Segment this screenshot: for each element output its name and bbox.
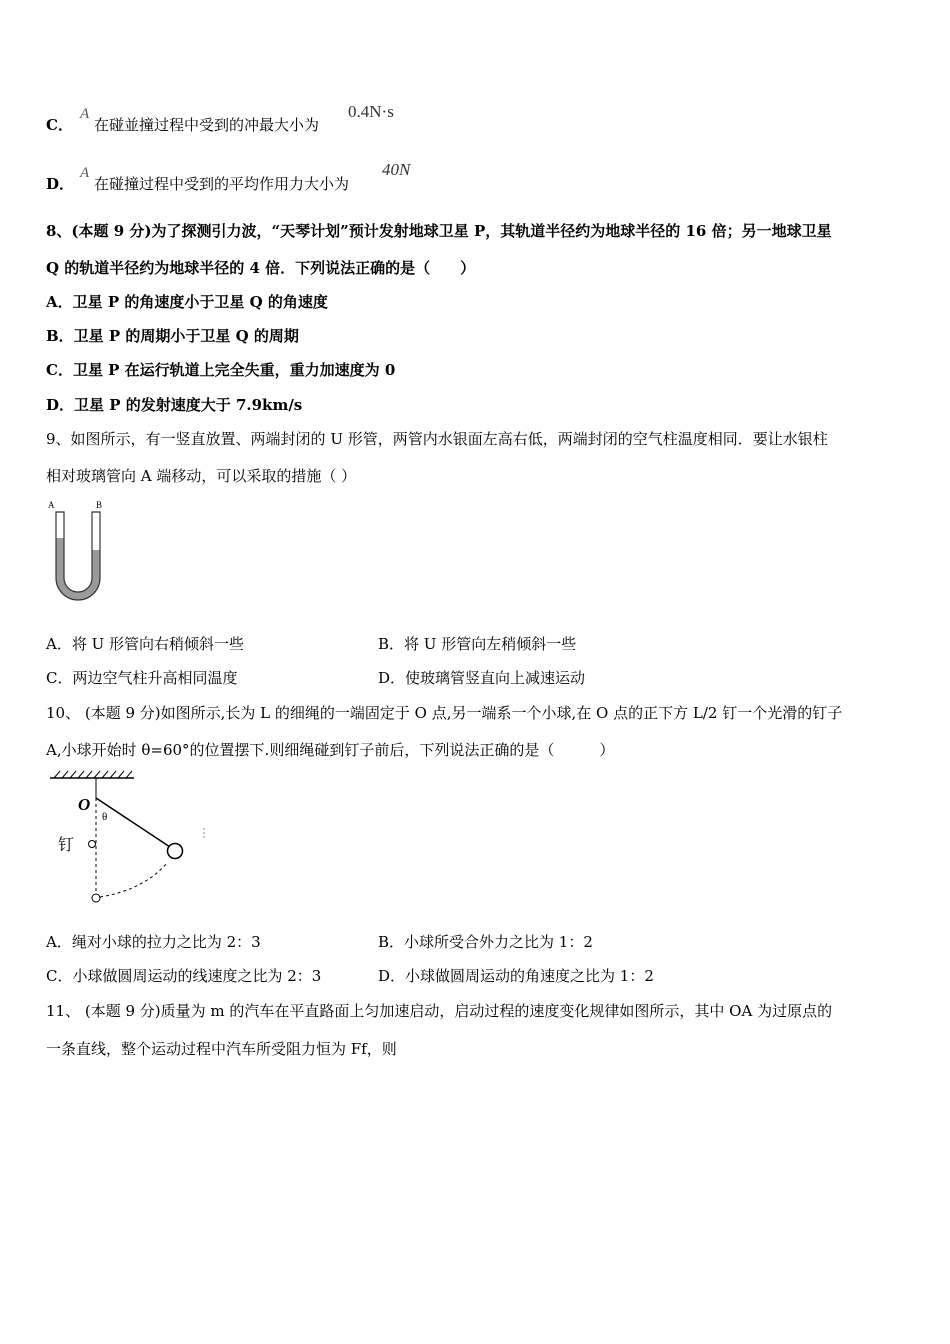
u-tube-label-b: B: [96, 500, 103, 510]
ceiling-hatch: [54, 771, 132, 778]
q9-option-c: C．两边空气柱升高相同温度: [46, 669, 238, 687]
pendulum-ball: [168, 844, 183, 859]
q7-option-d-label: D．: [46, 175, 75, 193]
nail-label: 钉: [58, 835, 75, 854]
pendulum-figure: [44, 768, 214, 908]
q7-option-d-formula: 40N: [382, 160, 411, 179]
q10-option-c: C．小球做圆周运动的线速度之比为 2：3: [46, 967, 322, 985]
q9-option-b: B．将 U 形管向左稍倾斜一些: [378, 635, 577, 653]
angle-label-theta: θ: [102, 811, 108, 823]
q7-option-c-text: 在碰並撞过程中受到的冲最大小为: [94, 116, 320, 134]
nail-circle: [89, 841, 96, 848]
q7-option-c-symbol: A: [80, 106, 90, 122]
u-tube-figure: [44, 498, 114, 608]
q7-option-c: [46, 115, 73, 135]
q10-option-d: D．小球做圆周运动的角速度之比为 1：2: [378, 967, 654, 985]
pivot-label-o: O: [78, 795, 91, 814]
q9-option-d: D．使玻璃管竖直向上减速运动: [378, 669, 586, 687]
q7-option-d-text: 在碰撞过程中受到的平均作用力大小为: [94, 175, 350, 193]
q9-stem-line1: 9、如图所示，有一竖直放置、两端封闭的 U 形管，两管内水银面左高右低，两端封闭的空气柱温度相同．要让水银柱: [46, 430, 828, 448]
q11-stem-line1: 11、 (本题 9 分)质量为 m 的汽车在平直路面上匀加速启动，启动过程的速度变化规律如图所示，其中 OA 为过原点的: [46, 1002, 833, 1020]
q7-option-c-label: C．: [46, 116, 73, 134]
q9-stem-line2: 相对玻璃管向 A 端移动，可以采取的措施（ ）: [46, 467, 357, 485]
q8-stem-line2: Q 的轨道半径约为地球半径的 4 倍．下列说法正确的是（ ）: [46, 259, 476, 277]
swing-arc: [100, 862, 168, 897]
q9-option-a: A．将 U 形管向右稍倾斜一些: [46, 635, 245, 653]
q8-option-c: C．卫星 P 在运行轨道上完全失重，重力加速度为 0: [46, 361, 396, 379]
u-tube-label-a: A: [48, 500, 55, 510]
q8-option-d: D．卫星 P 的发射速度大于 7.9km/s: [46, 396, 303, 414]
q7-option-d-symbol: A: [80, 165, 90, 181]
q7-option-d: [46, 174, 74, 194]
q7-option-c-formula: 0.4N·s: [348, 102, 394, 121]
q8-stem-line1: 8、(本题 9 分)为了探测引力波，“天琴计划”预计发射地球卫星 P，其轨道半径约为地球半径的 16 倍；另一地球卫星: [46, 222, 832, 240]
q10-option-b: B．小球所受合外力之比为 1：2: [378, 933, 593, 951]
mercury-column: [56, 538, 100, 600]
q11-stem-line2: 一条直线，整个运动过程中汽车所受阻力恒为 Ff，则: [46, 1040, 397, 1058]
q8-option-a: A．卫星 P 的角速度小于卫星 Q 的角速度: [46, 293, 328, 311]
q10-option-a: A．绳对小球的拉力之比为 2：3: [46, 933, 261, 951]
q10-stem-line1: 10、 (本题 9 分)如图所示,长为 L 的细绳的一端固定于 O 点,另一端系一个小球,在 O 点的正下方 L/2 钉一个光滑的钉子: [46, 704, 843, 722]
q10-stem-line2: A,小球开始时 θ=60°的位置摆下.则细绳碰到钉子前后，下列说法正确的是（ ）: [46, 741, 615, 759]
lowest-point-circle: [92, 894, 100, 902]
q8-option-b: B．卫星 P 的周期小于卫星 Q 的周期: [46, 327, 299, 345]
